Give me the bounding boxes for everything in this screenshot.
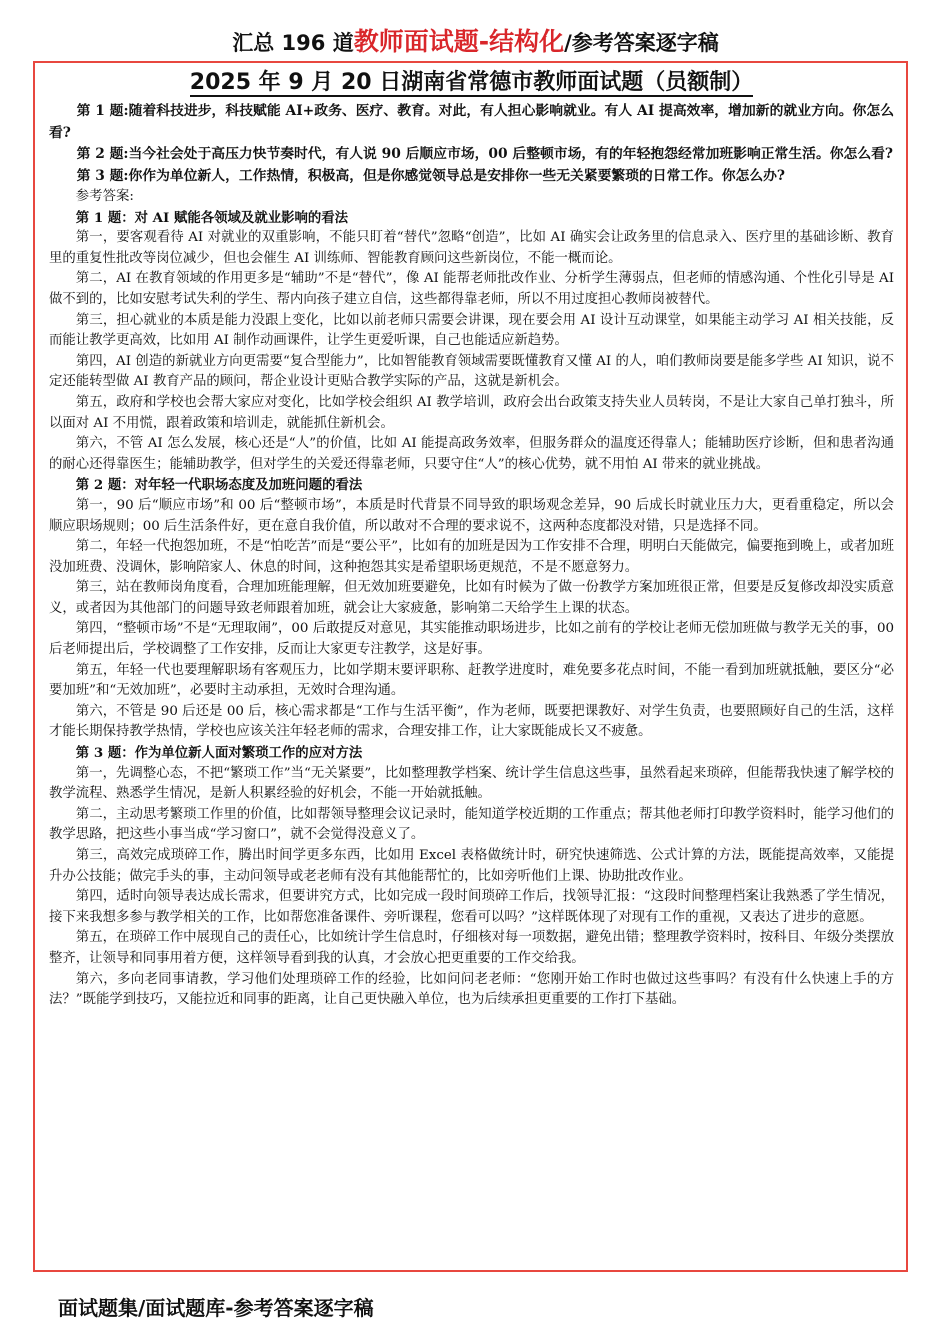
answer-paragraph: 第二，年轻一代抱怨加班，不是“怕吃苦”而是“要公平”，比如有的加班是因为工作安排不合理，明明白天能做完，偏要拖到晚上，或者加班没加班费、没调休，影响陪家人、休息的时间，这种抱怨其实是希望职场更规范，不是不愿意努力。 <box>49 539 894 575</box>
question-1: 第 1 题:随着科技进步，科技赋能 AI+政务、医疗、教育。对此，有人担心影响就业。有人 AI 提高效率，增加新的就业方向。你怎么看? <box>49 103 894 141</box>
section-heading: 第 1 题：对 AI 赋能各领域及就业影响的看法 <box>75 209 349 226</box>
banner-suffix: /参考答案逐字稿 <box>564 31 719 55</box>
answer-paragraph: 第一，要客观看待 AI 对就业的双重影响，不能只盯着“替代”忽略“创造”，比如 AI 确实会让政务里的信息录入、医疗里的基础诊断、教育里的重复性批改等岗位减少，但也会催生 AI 训练师、智能教育顾问这些新岗位，不能一概而论。 <box>49 230 894 266</box>
footer-caption: 面试题集/面试题库-参考答案逐字稿 <box>58 1296 374 1320</box>
answer-paragraph: 第三，站在教师岗角度看，合理加班能理解，但无效加班要避免，比如有时候为了做一份教学方案加班很正常，但要是反复修改却没实质意义，或者因为其他部门的问题导致老师跟着加班，就会让大家疲惫，影响第二天给学生上课的状态。 <box>49 580 894 616</box>
document-title <box>49 69 894 97</box>
answer-paragraph: 第六，不管 AI 怎么发展，核心还是“人”的价值，比如 AI 能提高政务效率，但服务群众的温度还得靠人；能辅助医疗诊断，但和患者沟通的耐心还得靠医生；能辅助教学，但对学生的关爱还得靠老师，只要守住“人”的核心优势，就不用怕 AI 带来的就业挑战。 <box>49 436 894 472</box>
answer-paragraph: 第三，高效完成琐碎工作，腾出时间学更多东西，比如用 Excel 表格做统计时，研究快速筛选、公式计算的方法，既能提高效率，又能提升办公技能；做完手头的事，主动问领导或老老师有没有其他能帮忙的，比如旁听他们上课、协助批改作业。 <box>49 848 894 884</box>
question-2: 第 2 题:当今社会处于高压力快节奏时代，有人说 90 后顺应市场，00 后整顿市场，有的年轻抱怨经常加班影响正常生活。你怎么看? <box>76 146 894 162</box>
answer-paragraph: 第三，担心就业的本质是能力没跟上变化，比如以前老师只需要会讲课，现在要会用 AI 设计互动课堂，如果能主动学习 AI 相关技能，反而能让教学更高效，比如用 AI 制作动画课件，让学生更爱听课，自己也能适应新趋势。 <box>49 312 894 349</box>
answer-paragraph: 第六，多向老同事请教，学习他们处理琐碎工作的经验，比如问问老老师：“您刚开始工作时也做过这些事吗？有没有什么快速上手的方法？”既能学到技巧，又能拉近和同事的距离，让自己更快融入单位，也为后续承担更重要的工作打下基础。 <box>49 971 894 1008</box>
answer-paragraph: 第四，“整顿市场”不是“无理取闹”，00 后敢提反对意见，其实能推动职场进步，比如之前有的学校让老师无偿加班做与教学无关的事，00 后老师提出后，学校调整了工作安排，反而让大家更专注教学，这是好事。 <box>49 621 894 658</box>
answer-paragraph: 第四，适时向领导表达成长需求，但要讲究方式，比如完成一段时间琐碎工作后，找领导汇报：“这段时间整理档案让我熟悉了学生情况，接下来我想多参与教学相关的工作，比如帮您准备课件、旁听课程，您看可以吗？”这样既体现了对现有工作的重视，又表达了进步的意愿。 <box>49 889 894 925</box>
answer-paragraph: 第五，政府和学校也会帮大家应对变化，比如学校会组织 AI 教学培训，政府会出台政策支持失业人员转岗，不是让大家自己单打独斗，所以面对 AI 不用慌，跟着政策和培训走，就能抓住新机会。 <box>49 394 894 431</box>
answer-paragraph: 第一，90 后“顺应市场”和 00 后“整顿市场”，本质是时代背景不同导致的职场观念差异，90 后成长时就业压力大，更看重稳定，所以会顺应职场规则；00 后生活条件好，更在意自我价值，所以敢对不合理的要求说不，这两种态度都没对错，只是选择不同。 <box>49 497 894 534</box>
answer-paragraph: 第五，在琐碎工作中展现自己的责任心，比如统计学生信息时，仔细核对每一项数据，避免出错；整理教学资料时，按科目、年级分类摆放整齐，让领导和同事用着方便，这样领导看到我的认真，才会放心把更重要的工作交给我。 <box>49 930 894 966</box>
answer-paragraph: 第二，AI 在教育领域的作用更多是“辅助”不是“替代”，像 AI 能帮老师批改作业、分析学生薄弱点，但老师的情感沟通、个性化引导是 AI 做不到的，比如安慰考试失利的学生、帮内向孩子建立自信，这些都得靠老师，所以不用过度担心教师岗被替代。 <box>49 271 894 307</box>
section-heading: 第 2 题：对年轻一代职场态度及加班问题的看法 <box>75 477 363 494</box>
top-banner <box>0 22 951 58</box>
document-frame <box>33 61 908 1272</box>
answer-paragraph: 第六，不管是 90 后还是 00 后，核心需求都是“工作与生活平衡”，作为老师，既要把课教好、对学生负责，也要照顾好自己的生活，这样才能长期保持教学热情，学校也应该关注年轻老师的需求，合理安排工作，让大家既能成长又不疲惫。 <box>49 703 894 740</box>
answer-paragraph: 第五，年轻一代也要理解职场有客观压力，比如学期末要评职称、赶教学进度时，难免要多花点时间，不能一看到加班就抵触，要区分“必要加班”和“无效加班”，必要时主动承担，无效时合理沟通。 <box>49 662 894 699</box>
answer-paragraph: 第四，AI 创造的新就业方向更需要“复合型能力”，比如智能教育领域需要既懂教育又懂 AI 的人，咱们教师岗要是能多学些 AI 知识，说不定还能转型做 AI 教育产品的顾问，帮企业设计更贴合教学实际的产品，这就是新机会。 <box>49 353 894 390</box>
answer-label: 参考答案: <box>75 189 134 204</box>
question-3: 第 3 题:你作为单位新人，工作热情，积极高，但是你感觉领导总是安排你一些无关紧要繁琐的日常工作。你怎么办? <box>76 167 786 184</box>
section-heading: 第 3 题：作为单位新人面对繁琐工作的应对方法 <box>75 745 363 762</box>
answer-paragraph: 第二，主动思考繁琐工作里的价值，比如帮领导整理会议记录时，能知道学校近期的工作重点；帮其他老师打印教学资料时，能学习他们的教学思路，把这些小事当成“学习窗口”，就不会觉得没意义了。 <box>49 806 894 843</box>
banner-highlight: 教师面试题-结构化 <box>353 27 565 56</box>
answer-paragraph: 第一，先调整心态，不把“繁琐工作”当“无关紧要”，比如整理教学档案、统计学生信息这些事，虽然看起来琐碎，但能帮我快速了解学校的教学流程、熟悉学生情况，是新人积累经验的好机会，不能一开始就抵触。 <box>49 765 894 802</box>
banner-prefix: 汇总 196 道 <box>232 31 354 55</box>
document-title-text: 2025 年 9 月 20 日湖南省常德市教师面试题（员额制） <box>189 70 754 95</box>
